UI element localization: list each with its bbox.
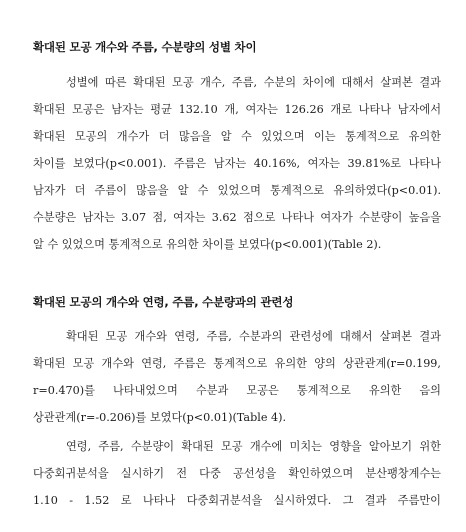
paragraph-line: 확대된 모공 개수와 연령, 주름, 수분과의 관련성에 대해서 살펴본 결과 — [66, 330, 441, 343]
paragraph-line: 연령, 주름, 수분량이 확대된 모공 개수에 미치는 영향을 알아보기 위한 — [66, 440, 441, 453]
paragraph-line: 확대된 모공의 개수가 더 많음을 알 수 있었으며 이는 통계적으로 유의한 — [33, 130, 441, 143]
paragraph-line: 확대된 모공 개수와 연령, 주름은 통계적으로 유의한 양의 상관관계(r=0.199, — [33, 357, 441, 370]
paragraph-line: 상관관계(r=-0.206)를 보였다(p<0.01)(Table 4). — [33, 411, 287, 424]
paragraph-line: r=0.470)를 나타내었으며 수분과 모공은 통계적으로 유의한 음의 — [33, 384, 441, 397]
paragraph-line: 다중회귀분석을 실시하기 전 다중 공선성을 확인하였으며 분산팽창계수는 — [33, 467, 441, 480]
paragraph-line: 남자가 더 주름이 많음을 알 수 있었으며 통계적으로 유의하였다(p<0.01). — [33, 184, 441, 197]
section-heading-gender-differences: 확대된 모공 개수와 주름, 수분량의 성별 차이 — [33, 40, 257, 54]
paragraph-line: 차이를 보였다(p<0.001). 주름은 남자는 40.16%, 여자는 39.81%로 나타나 — [33, 157, 441, 170]
paragraph-line: 수분량은 남자는 3.07 점, 여자는 3.62 점으로 나타나 여자가 수분량이 높음을 — [33, 211, 441, 224]
paragraph-line: 확대된 모공은 남자는 평균 132.10 개, 여자는 126.26 개로 나타나 남자에서 — [33, 103, 441, 116]
paragraph-line: 알 수 있었으며 통계적으로 유의한 차이를 보였다(p<0.001)(Table 2). — [33, 238, 382, 251]
paragraph-line: 1.10 - 1.52 로 나타나 다중회귀분석을 실시하였다. 그 결과 주름만이 — [33, 494, 441, 507]
section-heading-correlation: 확대된 모공의 개수와 연령, 주름, 수분량과의 관련성 — [33, 295, 294, 309]
paragraph-line: 성별에 따른 확대된 모공 개수, 주름, 수분의 차이에 대해서 살펴본 결과 — [66, 76, 441, 89]
